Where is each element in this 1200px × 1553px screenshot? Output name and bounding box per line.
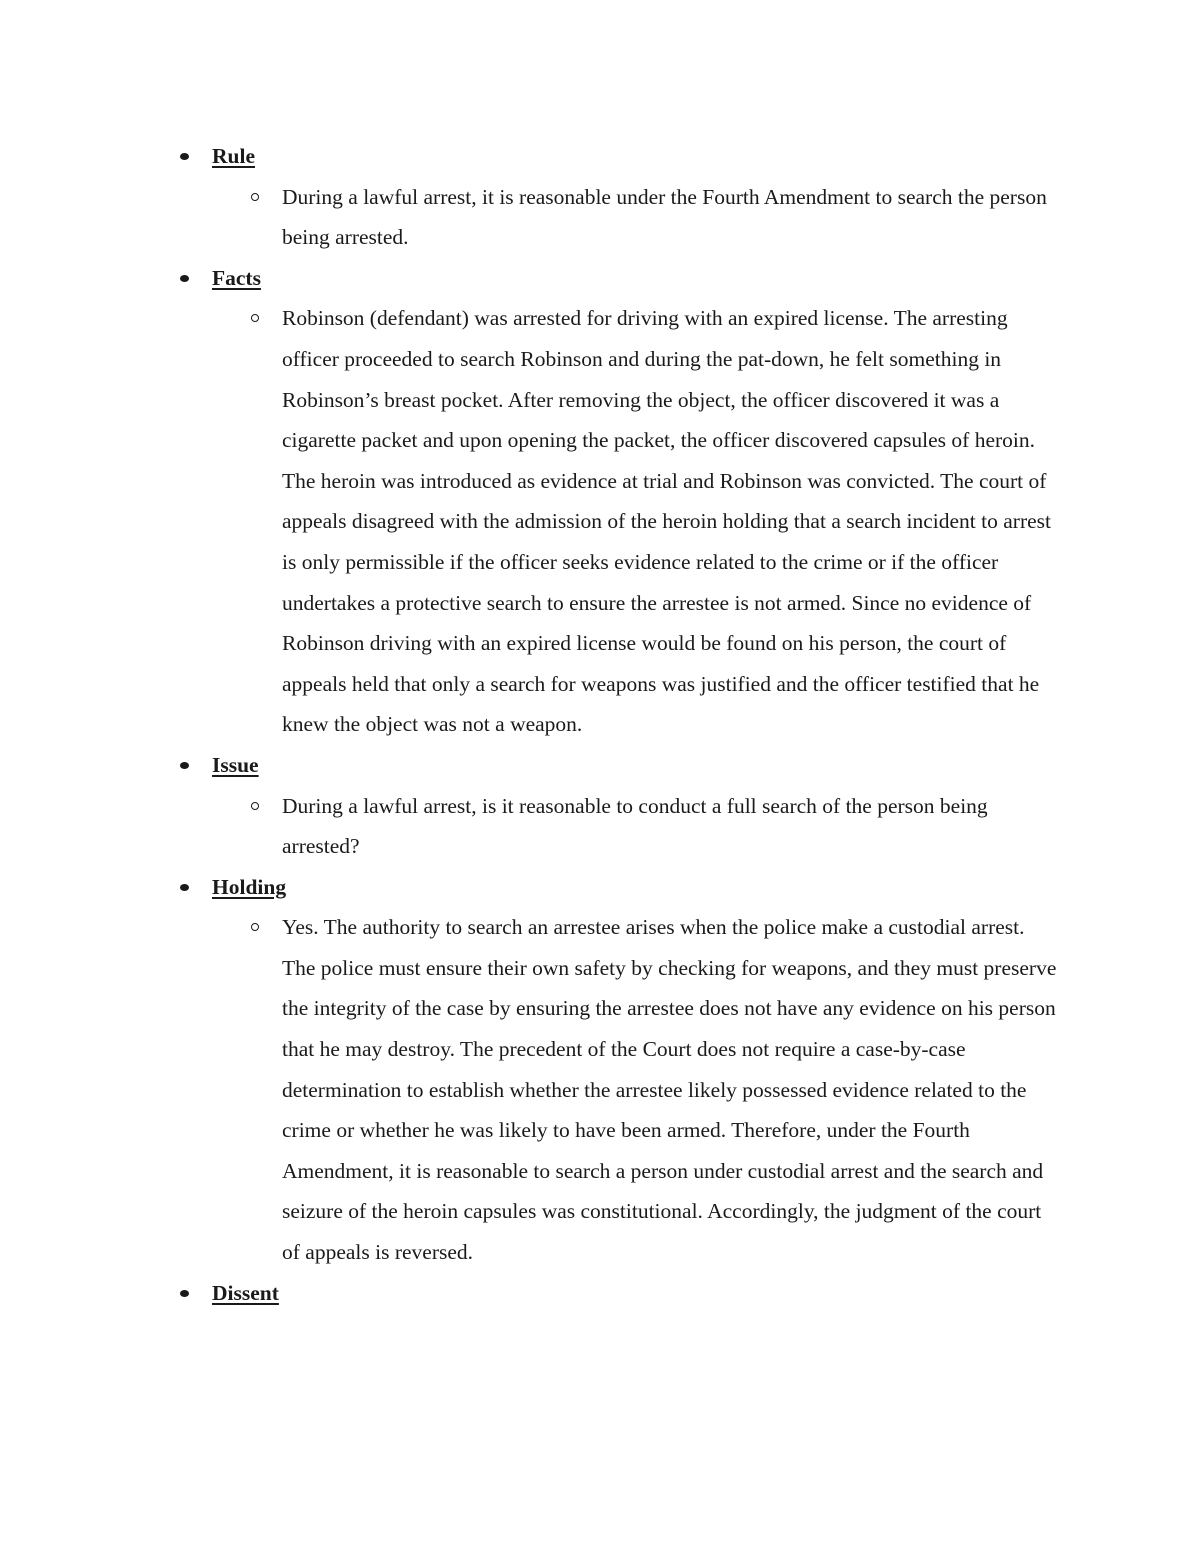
disc-bullet-icon (180, 1290, 189, 1297)
section-text-issue: During a lawful arrest, is it reasonable to conduct a full search of the person being arrested? (282, 793, 988, 859)
disc-bullet-icon (180, 884, 189, 891)
section-issue-sublist (0, 786, 1200, 867)
section-dissent-head (0, 1273, 1200, 1314)
section-issue (0, 745, 1200, 867)
circle-bullet-icon (251, 193, 259, 201)
section-rule-sublist (0, 177, 1200, 258)
section-holding (0, 867, 1200, 1273)
section-heading-rule: Rule (212, 144, 255, 168)
section-holding-sublist (0, 907, 1200, 1272)
section-rule (0, 136, 1200, 258)
section-facts (0, 258, 1200, 745)
section-holding-head (0, 867, 1200, 908)
disc-bullet-icon (180, 153, 189, 160)
case-brief-outline (0, 136, 1200, 1313)
section-text-holding: Yes. The authority to search an arrestee arises when the police make a custodial arrest. The police must ensure their own safety by checking for weapons, and they must preserve the integrity of the case by ensuring the arrestee does not have any evidence on his person that he may destroy. The precedent of the Court does not require a case-by-case determination to establish whether the arrestee likely possessed evidence related to the crime or whether he was likely to have been armed. Therefore, under the Fourth Amendment, it is reasonable to search a person under custodial arrest and the search and seizure of the heroin capsules was constitutional. Accordingly, the judgment of the court of appeals is reversed. (282, 915, 1057, 1265)
sub-item-facts (0, 298, 1062, 745)
sub-item-rule (0, 177, 1062, 258)
section-heading-dissent: Dissent (212, 1280, 279, 1305)
section-text-rule: During a lawful arrest, it is reasonable under the Fourth Amendment to search the person being arrested. (282, 184, 1047, 250)
sub-item-holding (0, 907, 1062, 1272)
section-facts-head (0, 258, 1200, 299)
section-facts-sublist (0, 298, 1200, 745)
section-dissent (0, 1273, 1200, 1314)
circle-bullet-icon (251, 314, 259, 322)
section-text-facts: Robinson (defendant) was arrested for driving with an expired license. The arresting officer proceeded to search Robinson and during the pat-down, he felt something in Robinson’s breast pocket. After removing the object, the officer discovered it was a cigarette packet and upon opening the packet, the officer discovered capsules of heroin. The heroin was introduced as evidence at trial and Robinson was convicted. The court of appeals disagreed with the admission of the heroin holding that a search incident to arrest is only permissible if the officer seeks evidence related to the crime or if the officer undertakes a protective search to ensure the arrestee is not armed. Since no evidence of Robinson driving with an expired license would be found on his person, the court of appeals held that only a search for weapons was justified and the officer testified that he knew the object was not a weapon. (282, 306, 1051, 737)
circle-bullet-icon (251, 923, 259, 931)
section-rule-head (0, 136, 1200, 177)
section-heading-facts: Facts (212, 265, 261, 290)
section-issue-head (0, 745, 1200, 786)
disc-bullet-icon (180, 762, 189, 769)
disc-bullet-icon (180, 275, 189, 282)
section-heading-issue: Issue (212, 752, 259, 777)
section-heading-holding: Holding (212, 874, 287, 899)
circle-bullet-icon (251, 802, 259, 810)
sub-item-issue (0, 786, 1062, 867)
